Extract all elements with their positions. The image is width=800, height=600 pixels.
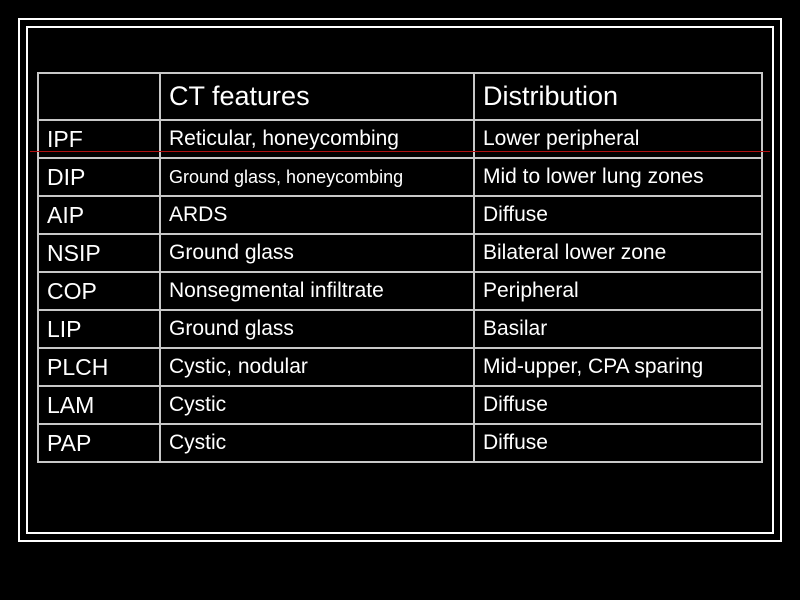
- row-abbr: PAP: [38, 424, 160, 462]
- header-cell-distribution: Distribution: [474, 73, 762, 120]
- row-ct-feature: Reticular, honeycombing: [160, 120, 474, 158]
- red-divider-line: [30, 151, 770, 152]
- row-distribution: Mid to lower lung zones: [474, 158, 762, 196]
- row-abbr: COP: [38, 272, 160, 310]
- row-distribution: Mid-upper, CPA sparing: [474, 348, 762, 386]
- table-row: [38, 424, 762, 462]
- table-row: [38, 196, 762, 234]
- row-ct-feature: Nonsegmental infiltrate: [160, 272, 474, 310]
- table-row: [38, 120, 762, 158]
- row-abbr: LAM: [38, 386, 160, 424]
- row-distribution: Diffuse: [474, 196, 762, 234]
- row-ct-feature: ARDS: [160, 196, 474, 234]
- row-ct-feature: Ground glass, honeycombing: [160, 158, 474, 196]
- ct-features-table: [37, 72, 763, 463]
- row-distribution: Basilar: [474, 310, 762, 348]
- table-row: [38, 348, 762, 386]
- row-distribution: Peripheral: [474, 272, 762, 310]
- row-distribution: Lower peripheral: [474, 120, 762, 158]
- row-ct-feature: Ground glass: [160, 234, 474, 272]
- table-row: [38, 386, 762, 424]
- row-abbr: IPF: [38, 120, 160, 158]
- row-ct-feature: Cystic: [160, 424, 474, 462]
- table-header-row: [38, 73, 762, 120]
- row-distribution: Diffuse: [474, 424, 762, 462]
- row-abbr: NSIP: [38, 234, 160, 272]
- header-cell-ct-features: CT features: [160, 73, 474, 120]
- row-ct-feature: Cystic, nodular: [160, 348, 474, 386]
- header-cell-empty: [38, 73, 160, 120]
- row-abbr: DIP: [38, 158, 160, 196]
- row-abbr: LIP: [38, 310, 160, 348]
- row-abbr: PLCH: [38, 348, 160, 386]
- table-row: [38, 310, 762, 348]
- row-distribution: Diffuse: [474, 386, 762, 424]
- table-row: [38, 272, 762, 310]
- row-abbr: AIP: [38, 196, 160, 234]
- row-ct-feature: Ground glass: [160, 310, 474, 348]
- table-row: [38, 158, 762, 196]
- row-distribution: Bilateral lower zone: [474, 234, 762, 272]
- table-row: [38, 234, 762, 272]
- row-ct-feature: Cystic: [160, 386, 474, 424]
